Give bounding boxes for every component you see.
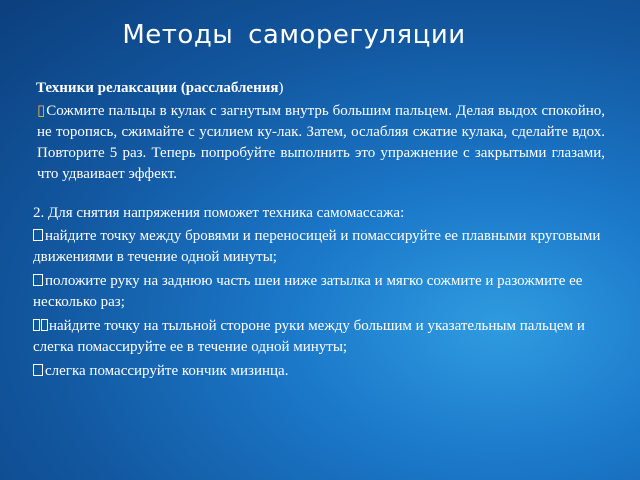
relaxation-heading — [36, 78, 605, 99]
list-item-text: найдите точку между бровями и переносицей и помассируйте ее плавными круговыми движениями в течение одной минуты; — [33, 228, 601, 265]
list-item-text: положите руку на заднюю часть шеи ниже затылка и мягко сожмите и разожмите ее несколько раз; — [33, 273, 583, 310]
relaxation-paragraph-text: Сожмите пальцы в кулак с загнутым внутрь большим пальцем. Делая выдох спокойно, не торопясь, сжимайте с усилием ку-лак. Затем, ослабляя сжатие кулака, сделайте вдох. Повторите 5 раз. Теперь попробуйте выполнить это упражнение с закрытыми глазами, что удваивает эффект. — [37, 103, 605, 182]
list-item — [33, 316, 605, 358]
bullet-marker-icon: ▯ — [37, 103, 46, 119]
list-item — [33, 271, 605, 313]
slide-title: Методы саморегуляции — [122, 20, 466, 50]
bullet-box-icon — [41, 319, 48, 331]
list-item — [33, 226, 605, 268]
bullet-box-icon — [33, 229, 43, 241]
bullet-box-icon — [33, 319, 40, 331]
relaxation-heading-text: Техники релаксации (расслабления — [36, 80, 279, 96]
list-item — [33, 361, 605, 382]
bullet-box-icon — [33, 364, 43, 376]
relaxation-heading-close: ) — [278, 80, 284, 96]
list-item-text: найдите точку на тыльной стороне руки между большим и указательным пальцем и слегка помассируйте ее в течение одной минуты; — [33, 318, 585, 355]
relaxation-paragraph — [37, 101, 605, 185]
self-massage-intro: 2. Для снятия напряжения поможет техника самомассажа: — [33, 205, 405, 221]
bullet-box-icon — [33, 274, 43, 286]
list-item-text: слегка помассируйте кончик мизинца. — [45, 363, 289, 379]
slide-content — [33, 78, 605, 385]
